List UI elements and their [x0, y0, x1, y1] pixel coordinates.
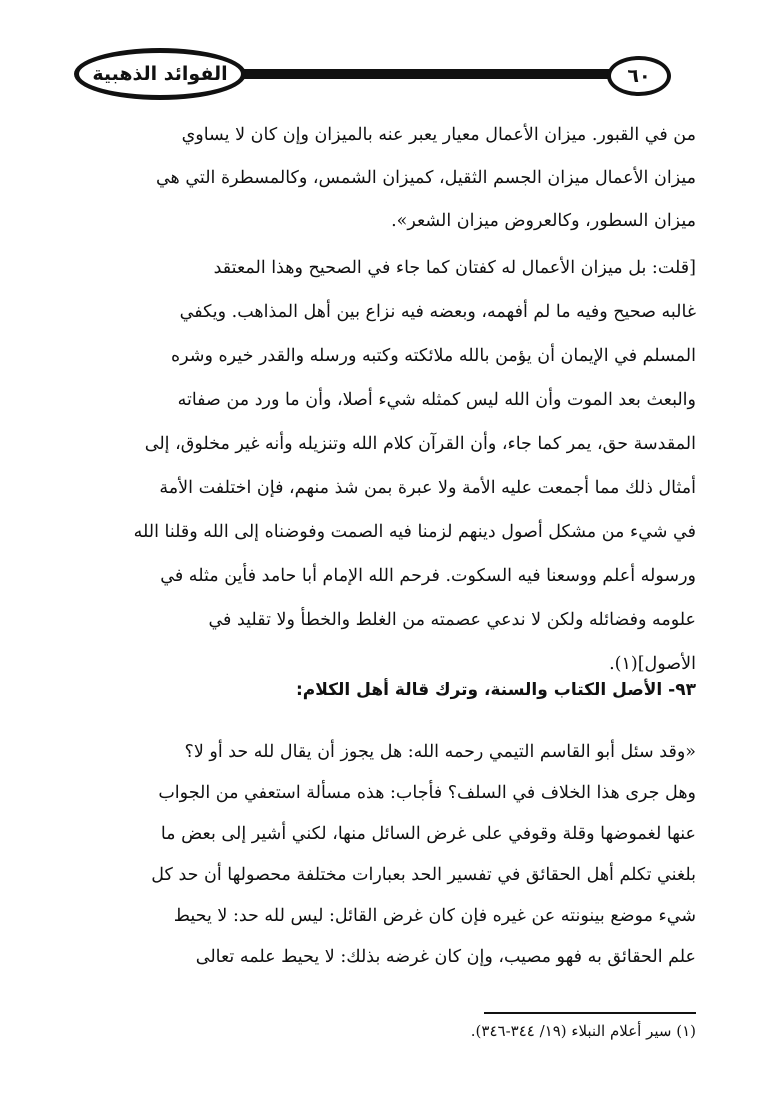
header-rule	[236, 69, 616, 79]
page-number-badge	[607, 56, 671, 96]
paragraph-1	[72, 114, 696, 243]
text-line: ورسوله أعلم ووسعنا فيه السكوت. فرحم الله الإمام أبا حامد فأين مثله في	[160, 566, 696, 586]
text-line: والبعث بعد الموت وأن الله ليس كمثله شيء أصلا، وأن ما ورد من صفاته	[177, 390, 696, 410]
section-heading: ٩٣- الأصل الكتاب والسنة، وترك قالة أهل الكلام:	[296, 680, 696, 700]
text-line: ميزان السطور، وكالعروض ميزان الشعر».	[391, 211, 696, 231]
text-line: غالبه صحيح وفيه ما لم أفهمه، وبعضه فيه نزاع بين أهل المذاهب. ويكفي	[179, 302, 696, 322]
text-line: المسلم في الإيمان أن يؤمن بالله ملائكته وكتبه ورسله والقدر خيره وشره	[170, 346, 696, 366]
text-line: الأصول](١).	[609, 654, 696, 674]
text-line: عنها لغموضها وقلة وقوفي على غرض السائل منها، لكني أشير إلى بعض ما	[160, 824, 696, 844]
text-line: «وقد سئل أبو القاسم التيمي رحمه الله: هل يجوز أن يقال لله حد أو لا؟	[184, 742, 696, 762]
page-header	[0, 0, 757, 110]
footnote: (١) سير أعلام النبلاء (١٩/ ٣٤٤-٣٤٦).	[470, 1022, 696, 1040]
text-line: ميزان الأعمال ميزان الجسم الثقيل، كميزان الشمس، وكالمسطرة التي هي	[155, 168, 696, 188]
text-line: أمثال ذلك مما أجمعت عليه الأمة ولا عبرة بمن شذ منهم، فإن اختلفت الأمة	[159, 478, 696, 498]
page-number: ٦٠	[627, 65, 651, 87]
text-line: شيء موضع بينونته عن غيره فإن كان غرض القائل: ليس لله حد: لا يحيط	[173, 906, 696, 926]
text-line: علم الحقائق به فهو مصيب، وإن كان غرضه بذلك: لا يحيط علمه تعالى	[195, 947, 696, 967]
text-line: بلغني تكلم أهل الحقائق في تفسير الحد بعبارات مختلفة محصولها أن حد كل	[151, 865, 696, 885]
paragraph-3	[72, 732, 696, 978]
book-title-badge	[74, 48, 246, 100]
paragraph-2	[72, 246, 696, 686]
text-line: المقدسة حق، يمر كما جاء، وأن القرآن كلام الله وتنزيله وأنه غير مخلوق، إلى	[144, 434, 696, 454]
book-title: الفوائد الذهبية	[92, 63, 228, 85]
text-line: علومه وفضائله ولكن لا ندعي عصمته من الغلط والخطأ ولا تقليد في	[208, 610, 696, 630]
text-line: [قلت: بل ميزان الأعمال له كفتان كما جاء في الصحيح وهذا المعتقد	[213, 258, 696, 278]
text-line: من في القبور. ميزان الأعمال معيار يعبر عنه بالميزان وإن كان لا يساوي	[181, 125, 696, 145]
text-line: وهل جرى هذا الخلاف في السلف؟ فأجاب: هذه مسألة استعفي من الجواب	[158, 783, 696, 803]
footnote-separator	[484, 1012, 696, 1014]
text-line: في شيء من مشكل أصول دينهم لزمنا فيه الصمت وفوضناه إلى الله وقلنا الله	[133, 522, 696, 542]
